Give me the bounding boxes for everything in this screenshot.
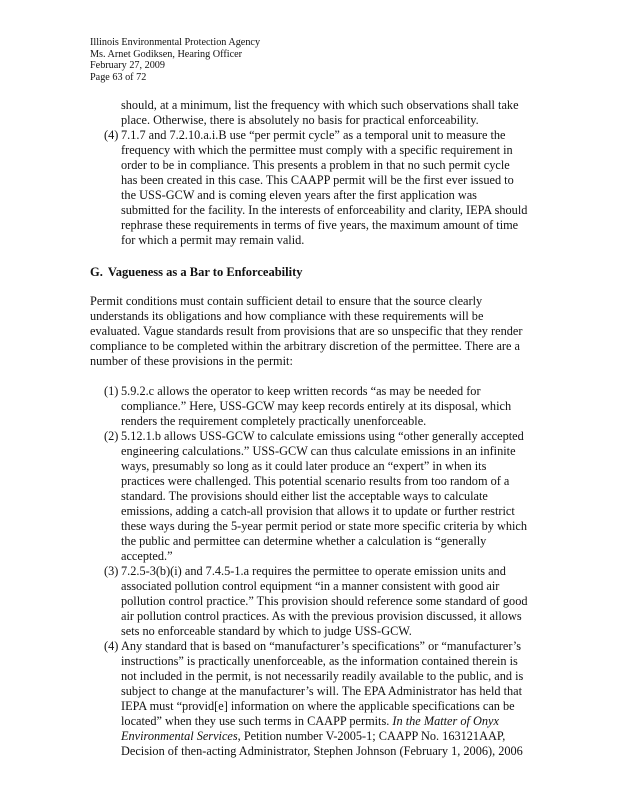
list-item-number: (4): [104, 128, 119, 142]
document-body: [90, 98, 528, 759]
provision-list: [90, 384, 528, 759]
list-item: [90, 429, 528, 564]
list-item: [90, 128, 528, 248]
header-officer: Ms. Arnet Godiksen, Hearing Officer: [90, 48, 243, 60]
header-agency: Illinois Environmental Protection Agency: [90, 37, 261, 48]
header-page-number: Page 63 of 72: [90, 71, 147, 83]
list-item: [90, 564, 528, 639]
list-item-number: (2): [104, 429, 119, 443]
letter-header: [90, 37, 260, 83]
list-item: [90, 384, 528, 429]
list-item: [90, 639, 528, 759]
list-item-text-before: Any standard that is based on “manufacturer’s specifications” or “manufacturer’s instructions” is practically unenforceable, as the information contained therein is not included in the permit, is not necessarily readily available to the public, and is subject to change at the manufacturer’s will. The EPA Administrator has held that IEPA must “provid[e] information on where the applicable specifications can be located” when they use such terms in CAAPP permits.: [121, 639, 524, 728]
list-item-number: (4): [104, 639, 119, 653]
intro-paragraph: Permit conditions must contain sufficient detail to ensure that the source clearly understands its obligations and how compliance with these requirements will be evaluated. Vague standards result from provisions that are so unspecific that they render compliance to be completed within the arbitrary discretion of the permittee. There are a number of these provisions in the permit:: [90, 294, 523, 368]
list-item-text: [121, 639, 528, 759]
section-letter: G.: [90, 265, 103, 279]
list-item-text: 7.2.5-3(b)(i) and 7.4.5-1.a requires the permittee to operate emission units and associated pollution control equipment “in a manner consistent with good air pollution control practice.” This provision should reference some standard of good air pollution control practices. As with the previous provision discussed, it allows sets no enforceable standard by which to judge USS-GCW.: [121, 564, 528, 638]
list-item-number: (3): [104, 564, 119, 578]
list-item-text-after: , Petition number V-2005-1; CAAPP No. 163121AAP, Decision of then-acting Administrator, Stephen Johnson (February 1, 2006), 2006: [121, 729, 523, 758]
header-date: February 27, 2009: [90, 60, 165, 72]
case-citation: In the Matter of Onyx Environmental Services: [121, 714, 499, 743]
list-item-number: (1): [104, 384, 119, 398]
continuation-text: should, at a minimum, list the frequency with which such observations shall take place. Otherwise, there is absolutely no basis for practical enforceability.: [121, 98, 519, 127]
list-item-text: 7.1.7 and 7.2.10.a.i.B use “per permit cycle” as a temporal unit to measure the frequency with which the permittee must comply with a specific requirement in order to be in compliance. This presents a problem in that no such permit cycle has been created in this case. This CAAPP permit will be the first ever issued to the USS-GCW and is coming eleven years after the first application was submitted for the facility. In the interests of enforceability and clarity, IEPA should rephrase these requirements in terms of five years, the maximum amount of time for which a permit may remain valid.: [121, 128, 528, 247]
section-title: Vagueness as a Bar to Enforceability: [107, 265, 303, 279]
list-item-text: 5.12.1.b allows USS-GCW to calculate emissions using “other generally accepted engineering calculations.” USS-GCW can thus calculate emissions in an infinite ways, presumably so long as it could later produce an “expert” in when its practices were challenged. This potential scenario results from too random of a standard. The provisions should either list the acceptable ways to calculate emissions, adding a catch-all provision that allows it to update or further restrict these ways during the 5-year permit period or state more specific criteria by which the public and permittee can determine whether a calculation is “generally accepted.”: [121, 429, 527, 563]
list-item-text: 5.9.2.c allows the operator to keep written records “as may be needed for compliance.” Here, USS-GCW may keep records entirely at its disposal, which renders the requirement completely practically unenforceable.: [121, 384, 512, 428]
section-heading: [90, 265, 528, 280]
